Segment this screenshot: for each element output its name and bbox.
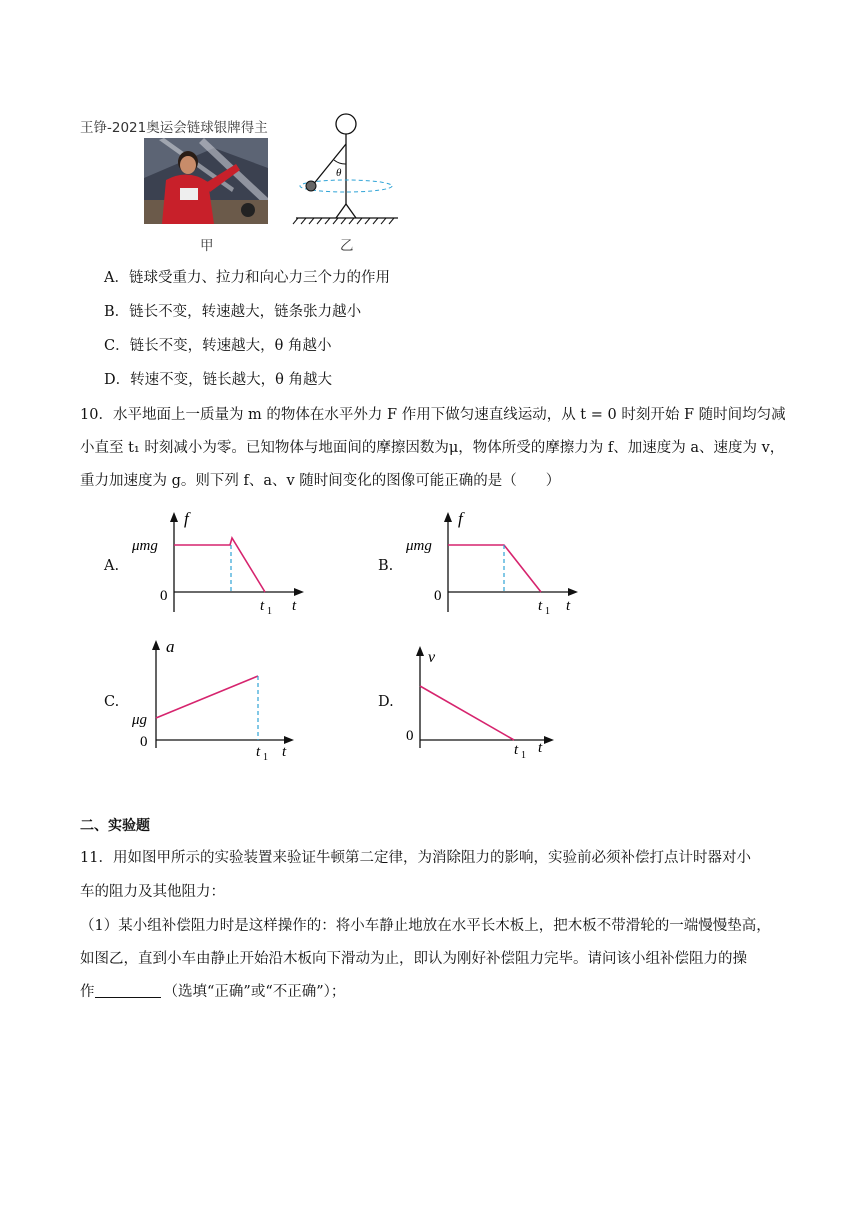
photo-caption: 王铮-2021奥运会链球银牌得主 <box>80 120 268 136</box>
option-a <box>104 268 390 288</box>
graph-d-letter: D. <box>378 694 394 710</box>
t1-sub: 1 <box>521 750 526 761</box>
option-letter: C． <box>104 338 130 354</box>
athlete-photo-art <box>144 138 268 224</box>
y0-label: μg <box>132 712 148 728</box>
option-letter: A． <box>104 270 129 286</box>
t1-label: t <box>260 598 265 614</box>
origin-label: 0 <box>140 734 148 750</box>
origin-label: 0 <box>434 588 442 604</box>
y-label: a <box>166 637 175 656</box>
q11-line-1: 11．用如图甲所示的实验装置来验证牛顿第二定律，为消除阻力的影响，实验前必须补偿打点计时器对小 <box>80 850 751 866</box>
head-circle <box>336 114 356 134</box>
origin-label: 0 <box>160 588 168 604</box>
q10-line-3: 重力加速度为 g。则下列 f、a、v 随时间变化的图像可能正确的是（ ） <box>80 473 561 489</box>
angle-label: θ <box>336 167 342 179</box>
q11-line-5-suffix: （选填“正确”或“不正确”）； <box>163 984 346 1000</box>
f-curve <box>174 538 265 592</box>
y-label: v <box>428 649 436 666</box>
x-label: t <box>292 598 297 614</box>
option-letter: B． <box>104 304 130 320</box>
graph-c <box>128 636 318 762</box>
x-label: t <box>282 744 287 760</box>
t1-label: t <box>538 598 543 614</box>
q11-line-3: （1）某小组补偿阻力时是这样操作的：将小车静止地放在水平长木板上，把木板不带滑轮的一端慢慢垫高， <box>80 918 771 934</box>
y0-label: μmg <box>132 538 158 554</box>
t1-sub: 1 <box>545 606 550 617</box>
t1-sub: 1 <box>263 752 268 762</box>
q11-line-2: 车的阻力及其他阻力： <box>80 884 225 900</box>
option-b <box>104 302 361 322</box>
section-title: 二、实验题 <box>80 818 150 834</box>
option-letter: D． <box>104 372 131 388</box>
graph-c-letter: C. <box>104 694 120 710</box>
q11-line-5-prefix: 作 <box>80 984 95 1000</box>
graph-a-letter: A. <box>104 558 120 574</box>
athlete-photo <box>144 138 268 224</box>
graph-a <box>128 508 318 618</box>
v-curve <box>420 686 514 740</box>
x-axis-arrow <box>284 736 294 744</box>
t1-label: t <box>514 742 519 758</box>
figure-label-jia: 甲 <box>200 238 214 254</box>
figure-label-yi: 乙 <box>340 238 354 254</box>
option-d <box>104 370 332 390</box>
t1-sub: 1 <box>267 606 272 617</box>
q10-line-2: 小直至 t₁ 时刻减小为零。已知物体与地面间的摩擦因数为μ，物体所受的摩擦力为 f、加速度为 a、速度为 v， <box>80 440 785 456</box>
option-text: 链球受重力、拉力和向心力三个力的作用 <box>128 270 390 286</box>
y-label: f <box>458 509 463 528</box>
f-curve <box>448 545 541 592</box>
graph-d <box>400 640 570 762</box>
y0-label: μmg <box>406 538 432 554</box>
answer-blank[interactable] <box>95 983 161 998</box>
graph-b <box>402 508 592 618</box>
x-label: t <box>538 740 543 756</box>
option-text: 链长不变，转速越大，θ 角越小 <box>129 338 332 354</box>
y-axis-arrow <box>152 640 160 650</box>
option-text: 链长不变，转速越大，链条张力越小 <box>129 304 362 320</box>
option-text: 转速不变，链长越大，θ 角越大 <box>130 372 332 388</box>
x-axis-arrow <box>294 588 304 596</box>
y-axis-arrow <box>170 512 178 522</box>
x-axis-arrow <box>544 736 554 744</box>
x-label: t <box>566 598 571 614</box>
t1-label: t <box>256 744 261 760</box>
q11-line-5 <box>80 982 345 1002</box>
q10-line-1: 10．水平地面上一质量为 m 的物体在水平外力 F 作用下做匀速直线运动，从 t = 0 时刻开始 F 随时间均匀减 <box>80 407 786 423</box>
option-c <box>104 336 331 356</box>
origin-label: 0 <box>406 728 414 744</box>
graph-b-letter: B. <box>378 558 394 574</box>
q11-line-4: 如图乙，直到小车由静止开始沿木板向下滑动为止，即认为刚好补偿阻力完毕。请问该小组补偿阻力的操 <box>80 951 747 967</box>
x-axis-arrow <box>568 588 578 596</box>
y-axis-arrow <box>444 512 452 522</box>
a-curve <box>156 676 258 718</box>
y-label: f <box>184 509 189 528</box>
y-axis-arrow <box>416 646 424 656</box>
hammer-ball <box>306 181 316 191</box>
hammer-throw-diagram <box>290 110 410 230</box>
